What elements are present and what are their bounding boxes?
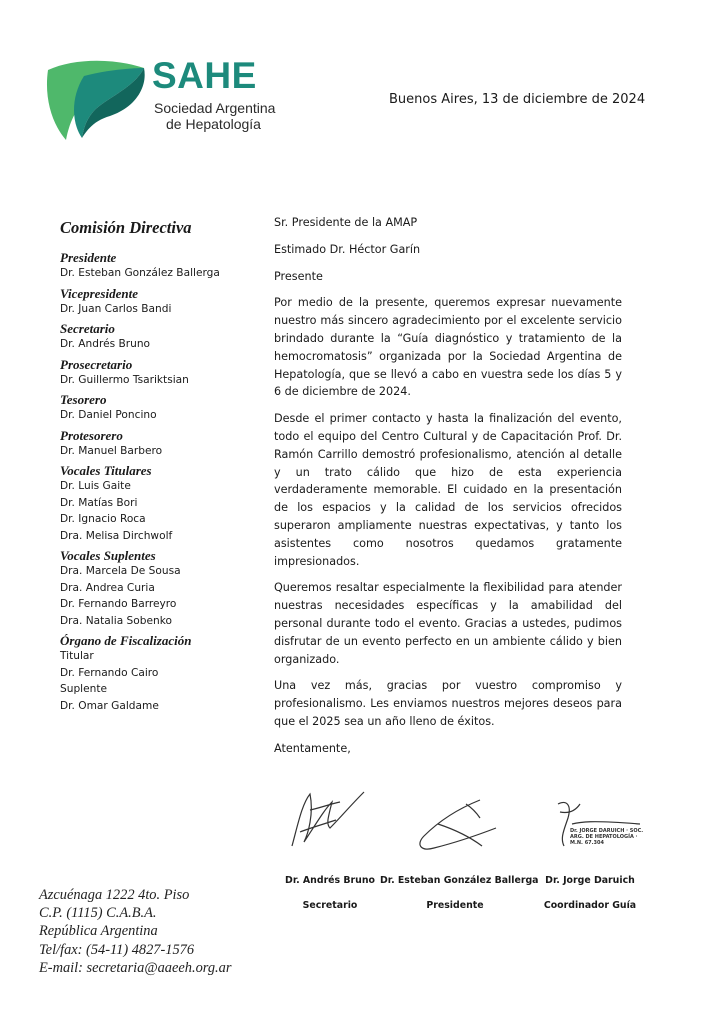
role-member: Titular xyxy=(60,650,94,662)
role-member: Dr. Andrés Bruno xyxy=(60,338,151,350)
logo-acronym: SAHE xyxy=(152,55,257,96)
role-title: Presidente xyxy=(60,250,117,265)
role-member: Dra. Melisa Dirchwolf xyxy=(60,529,173,542)
role-member: Dr. Luis Gaite xyxy=(60,480,131,492)
role-member: Dr. Omar Galdame xyxy=(60,699,159,712)
letter-date: Buenos Aires, 13 de diciembre de 2024 xyxy=(389,92,646,107)
role-title: Órgano de Fiscalización xyxy=(60,633,192,648)
role-member: Dr. Ignacio Roca xyxy=(60,513,146,525)
signer-name-1: Dr. Andrés Bruno xyxy=(285,875,375,886)
signer-role-1: Secretario xyxy=(302,900,358,911)
address-phone: Tel/fax: (54-11) 4827-1576 xyxy=(39,941,195,958)
role-member: Dr. Manuel Barbero xyxy=(60,444,163,457)
committee-role xyxy=(60,250,260,282)
role-title: Vocales Suplentes xyxy=(60,548,156,563)
address-street: Azcuénaga 1222 4to. Piso xyxy=(39,887,190,903)
logo-line1: Sociedad Argentina xyxy=(154,100,276,116)
role-title: Secretario xyxy=(60,321,115,336)
address-block xyxy=(39,886,231,977)
committee-role xyxy=(60,428,260,460)
paragraph-4: Una vez más, gracias por vuestro compromiso y profesionalismo. Les enviamos nuestros mejores deseos para que el 2025 sea un año lleno de éxitos. xyxy=(274,679,622,728)
role-member: Dr. Fernando Cairo xyxy=(60,666,159,679)
signature-stamp: Dr. JORGE DARUICH · SOC. ARG. DE HEPATOLOGÍA · M.N. 67.304 xyxy=(570,828,644,846)
signer-name-2: Dr. Esteban González Ballerga xyxy=(380,875,539,886)
committee-roles xyxy=(60,250,260,714)
logo-line2: de Hepatología xyxy=(166,116,261,132)
address-postal: C.P. (1115) C.A.B.A. xyxy=(39,905,157,922)
role-member: Dr. Daniel Poncino xyxy=(60,409,157,421)
committee-role xyxy=(60,286,260,318)
role-member: Dr. Fernando Barreyro xyxy=(60,598,177,610)
paragraph-1: Por medio de la presente, queremos expresar nuevamente nuestro más sincero agradecimiento por el excelente servicio brindado durante la “Guía diagnóstico y tratamiento de la hemocromatosis” organizada por la Sociedad Argentina de Hepatología, que se llevó a cabo en vuestra sede los días 5 y 6 de diciembre de 2024. xyxy=(274,296,622,399)
committee-role xyxy=(60,321,260,353)
role-title: Vicepresidente xyxy=(60,285,138,301)
sahe-logo xyxy=(44,54,284,144)
role-member: Dra. Andrea Curia xyxy=(60,581,155,594)
role-title: Tesorero xyxy=(60,392,107,407)
signer-name-3: Dr. Jorge Daruich xyxy=(545,875,635,886)
signer-role-3: Coordinador Guía xyxy=(543,900,637,911)
address-email: E-mail: secretaria@aaeeh.org.ar xyxy=(39,959,232,976)
signature-bruno-icon xyxy=(280,784,370,854)
committee-role xyxy=(60,357,260,389)
role-title: Vocales Titulares xyxy=(60,463,152,478)
liver-logo-icon xyxy=(44,54,154,144)
role-title: Protesorero xyxy=(60,427,123,443)
role-title: Prosecretario xyxy=(60,356,133,372)
paragraph-2: Desde el primer contacto y hasta la finalización del evento, todo el equipo del Centro Cultural y de Capacitación Prof. Dr. Ramón Carrillo demostró profesionalismo, atención al detalle y un trato cálido que hizo de esta experiencia verdaderamente memorable. El cuidado en la presentación de los espacios y la calidad de los servicios ofrecidos superaron ampliamente nuestras expectativas, y tanto los asistentes como nosotros quedamos gratamente impresionados. xyxy=(274,412,622,568)
signature-gonzalez-icon xyxy=(410,794,510,858)
committee-sidebar xyxy=(60,218,260,718)
signer-role-2: Presidente xyxy=(426,900,484,911)
addressee: Sr. Presidente de la AMAP xyxy=(274,216,418,229)
letter-body xyxy=(274,214,622,767)
committee-role xyxy=(60,633,260,714)
greeting: Estimado Dr. Héctor Garín xyxy=(274,242,421,256)
committee-heading: Comisión Directiva xyxy=(60,218,192,237)
role-member: Dra. Natalia Sobenko xyxy=(60,614,172,627)
committee-role xyxy=(60,548,260,629)
presente: Presente xyxy=(274,269,323,283)
role-member: Dr. Guillermo Tsariktsian xyxy=(60,373,189,386)
committee-role xyxy=(60,392,260,424)
paragraph-3: Queremos resaltar especialmente la flexibilidad para atender nuestras necesidades específicas y la amabilidad del personal durante todo el evento. Gracias a ustedes, pudimos disfrutar de un evento perfecto en un ambiente cálido y bien organizado. xyxy=(274,581,622,666)
role-member: Dra. Marcela De Sousa xyxy=(60,565,181,577)
address-country: República Argentina xyxy=(39,923,158,940)
role-member: Dr. Matías Bori xyxy=(60,496,138,509)
sign-off: Atentamente, xyxy=(274,741,351,755)
committee-role xyxy=(60,463,260,544)
role-member: Suplente xyxy=(60,683,108,695)
role-member: Dr. Juan Carlos Bandi xyxy=(60,302,172,315)
signatures-block xyxy=(270,780,650,920)
role-member: Dr. Esteban González Ballerga xyxy=(60,267,220,279)
